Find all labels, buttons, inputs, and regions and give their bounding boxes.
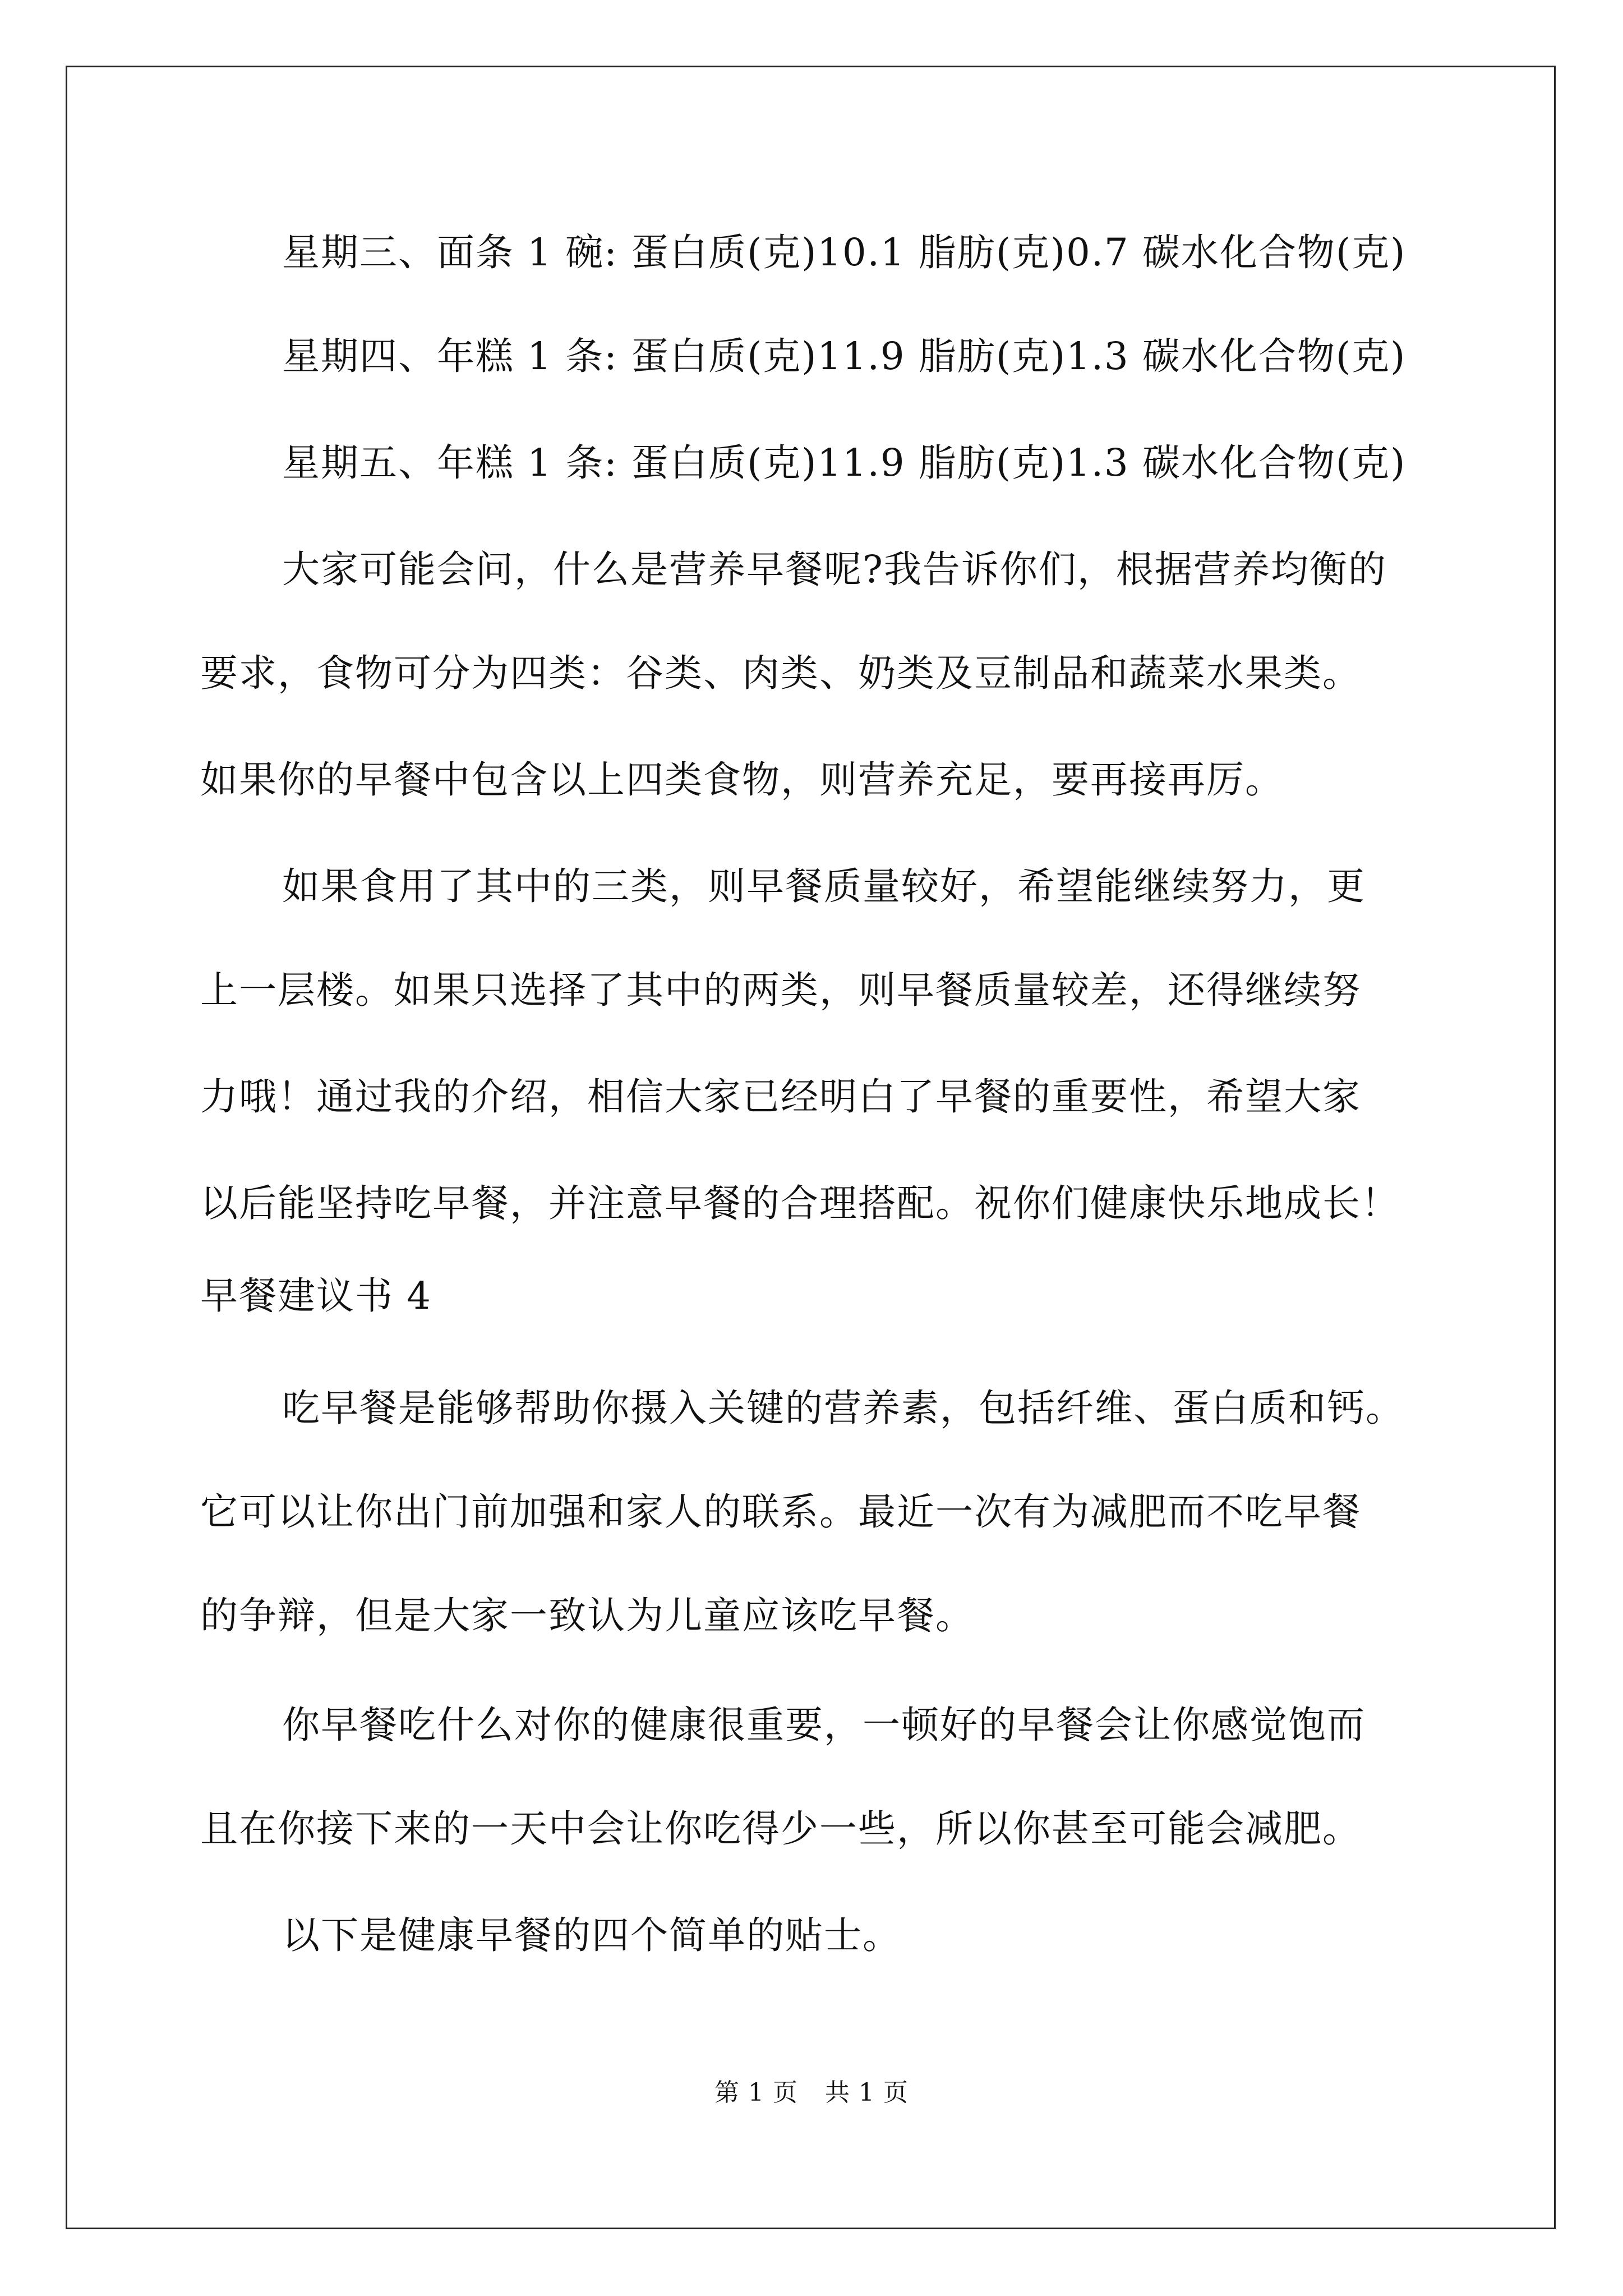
paragraph-1-line-1: 大家可能会问，什么是营养早餐呢?我告诉你们，根据营养均衡的 [282,547,1387,591]
nutrition-line-wednesday: 星期三、面条 1 碗: 蛋白质(克)10.1 脂肪(克)0.7 碳水化合物(克) [282,231,1407,274]
paragraph-2-line-2: 上一层楼。如果只选择了其中的两类，则早餐质量较差，还得继续努 [200,968,1361,1012]
paragraph-1-line-2: 要求，食物可分为四类：谷类、肉类、奶类及豆制品和蔬菜水果类。 [200,651,1361,695]
section-heading: 早餐建议书 4 [200,1274,432,1318]
paragraph-4-line-1: 你早餐吃什么对你的健康很重要，一顿好的早餐会让你感觉饱而 [282,1703,1366,1747]
paragraph-4-line-2: 且在你接下来的一天中会让你吃得少一些，所以你甚至可能会减肥。 [200,1807,1361,1851]
paragraph-3-line-3: 的争辩，但是大家一致认为儿童应该吃早餐。 [200,1594,974,1637]
page-number-current: 第 1 页 [714,2078,798,2107]
paragraph-2-line-1: 如果食用了其中的三类，则早餐质量较好，希望能继续努力，更 [282,864,1366,908]
nutrition-line-thursday: 星期四、年糕 1 条: 蛋白质(克)11.9 脂肪(克)1.3 碳水化合物(克) [282,334,1407,378]
nutrition-line-friday: 星期五、年糕 1 条: 蛋白质(克)11.9 脂肪(克)1.3 碳水化合物(克) [282,441,1407,485]
page-number-total: 共 1 页 [825,2078,909,2107]
paragraph-3-line-2: 它可以让你出门前加强和家人的联系。最近一次有为减肥而不吃早餐 [200,1490,1361,1534]
page-border [66,66,1556,2229]
paragraph-3-line-1: 吃早餐是能够帮助你摄入关键的营养素，包括纤维、蛋白质和钙。 [282,1386,1404,1430]
paragraph-1-line-3: 如果你的早餐中包含以上四类食物，则营养充足，要再接再厉。 [200,758,1284,802]
paragraph-2-line-4: 以后能坚持吃早餐，并注意早餐的合理搭配。祝你们健康快乐地成长！ [200,1181,1400,1225]
paragraph-2-line-3: 力哦！通过我的介绍，相信大家已经明白了早餐的重要性，希望大家 [200,1075,1361,1119]
page-footer [0,2078,1623,2108]
paragraph-5-line-1: 以下是健康早餐的四个简单的贴士。 [282,1913,901,1957]
